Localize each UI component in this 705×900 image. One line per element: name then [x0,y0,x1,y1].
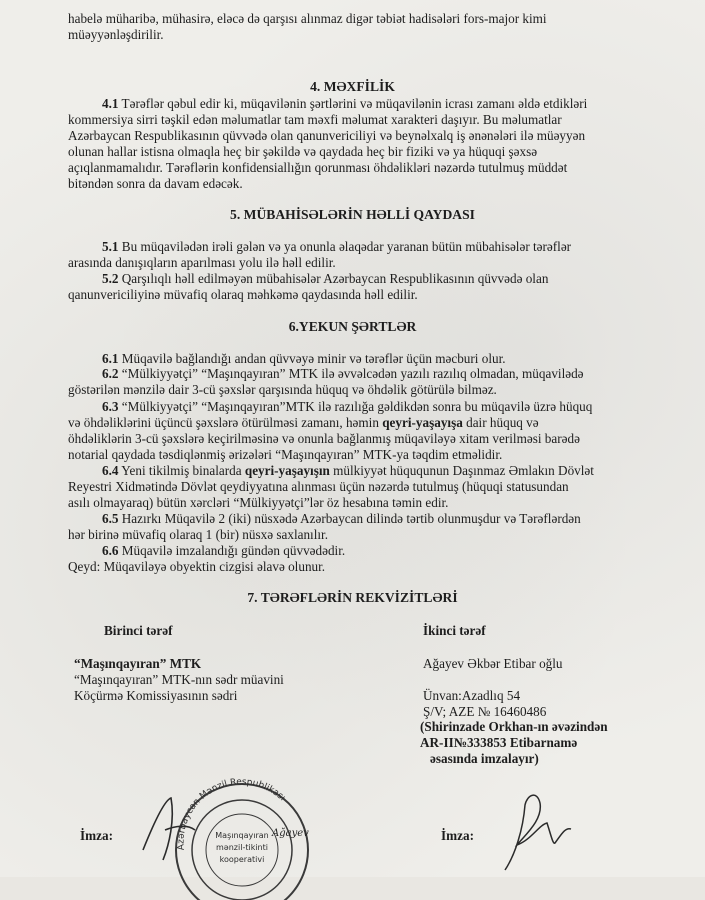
second-party-rep-2: AR-II№333853 Etibarnamə [420,735,578,750]
s6-line-6: öhdəliklərin 3-cü şəxslərə keçirilməsinə və onunla bağlanmış müqaviləyə xitam verilməsi barədə [68,431,580,446]
second-party-name: Ağayev Əkbər Etibar oğlu [423,656,563,671]
clause-text: “Mülkiyyətçi” “Maşınqayıran”MTK ilə razılığa gəldikdən sonra bu müqavilə üzrə hüquq [118,399,593,414]
stamp-ring-text: Azərbaycan Mənzil Respublikası [176,777,287,851]
second-party-address: Ünvan:Azadlıq 54 [423,688,521,703]
s6-para-4 [102,463,594,479]
s5-para-2 [102,271,548,287]
second-party-signature [495,785,585,877]
text-run: Yeni tikilmiş binalarda [118,463,245,478]
clause-text: Tərəflər qəbul edir ki, müqavilənin şərtlərini və müqavilənin icrası zamanı əldə etdikləri [118,96,588,111]
s4-line-4: olunan hallar istisna olmaqla heç bir şəkildə və qaydada heç bir fiziki və ya hüquqi şəxsə [68,144,538,159]
second-party-rep-3: əsasında imzalayır) [430,751,539,766]
s6-note: Qeyd: Müqaviləyə obyektin cizgisi əlavə olunur. [68,559,326,574]
s5-para-1 [102,239,571,255]
second-party-heading: İkinci tərəf [423,623,486,638]
clause-text: Bu müqavilədən irəli gələn və ya onunla əlaqədar yaranan bütün mübahisələr tərəflər [118,239,572,254]
section-5-title: 5. MÜBAHİSƏLƏRİN HƏLLİ QAYDASI [230,207,475,222]
clause-text: Qarşılıqlı həll edilməyən mübahisələr Azərbaycan Respublikasının qüvvədə olan [118,271,549,286]
clause-number: 6.2 [102,366,119,381]
clause-number: 6.5 [102,511,119,526]
s6-para-1 [102,351,506,367]
stamp-inner-1: Maşınqayıran [215,831,269,840]
clause-text: “Mülkiyyətçi” “Maşınqayıran” MTK ilə əvvəlcədən yazılı razılıq olmadan, müqavilədə [118,366,584,381]
second-party-sign-label: İmza: [441,828,474,843]
clause-text: Müqavilə bağlandığı andan qüvvəyə minir və tərəflər üçün məcburi olur. [118,351,506,366]
s6-para-2 [102,366,584,382]
section-7-title: 7. TƏRƏFLƏRİN REKVİZİTLƏRİ [247,590,458,605]
s4-line-5: açıqlanmamalıdır. Tərəflərin konfidensiallığın qorunması öhdəlikləri nəzərdə tutulmuş müddət [68,160,568,175]
first-party-signature [135,790,205,870]
section-4-title: 4. MƏXFİLİK [310,79,395,94]
clause-number: 4.1 [102,96,119,111]
text-run: dair hüquq və [462,415,539,430]
first-party-line-2: Köçürmə Komissiyasının sədri [74,688,238,703]
s6-para-3 [102,399,592,415]
stamp-inner-2: mənzil-tikinti [216,843,268,852]
s4-line-2: kommersiya sirri təşkil edən məlumatlar tam məxfi məlumat xarakteri daşıyır. Bu məlumatlar [68,112,562,127]
section-6-title: 6.YEKUN ŞƏRTLƏR [288,319,417,334]
second-party-id: Ş/V; AZE № 16460486 [423,704,547,719]
stamp-handwritten: Ağayev [272,828,309,839]
clause-number: 6.6 [102,543,119,558]
stamp-inner-3: kooperativi [219,855,265,864]
s6-line-5 [68,415,539,431]
emphasis: qeyri-yaşayışa [382,415,463,430]
clause-number: 5.2 [102,271,119,286]
clause-number: 6.4 [102,463,119,478]
s6-line-9: Reyestri Xidmətində Dövlət qeydiyyatına alınması üçün nəzərdə tutulmuş (hüquqi statusundan [68,479,569,494]
s6-para-5 [102,511,581,527]
s4-para-1 [102,96,587,112]
s6-line-3: göstərilən mənzilə dair 3-cü şəxslər qarşısında hüquq və öhdəlik götürülə bilməz. [68,382,497,397]
clause-number: 6.1 [102,351,119,366]
text-run: və öhdəliklərini üçüncü şəxslərə ötürülməsi zamanı, həmin [68,415,383,430]
text-run: mülkiyyət hüququnun Daşınmaz Əmlakın Dövlət [329,463,594,478]
s6-line-12: hər birinə müvafiq olaraq 1 (bir) nüsxə saxlanılır. [68,527,329,542]
first-party-name: “Maşınqayıran” MTK [74,656,202,671]
s6-line-10: asılı olmayaraq) bütün xərcləri “Mülkiyyətçi”lər öz hesabına təmin edir. [68,495,449,510]
s4-line-6: bitəndən sonra da davam edəcək. [68,176,243,191]
first-party-sign-label: İmza: [80,828,113,843]
second-party-rep-1: (Shirinzade Orkhan-ın əvəzindən [420,719,608,734]
first-party-line-1: “Maşınqayıran” MTK-nın sədr müavini [74,672,284,687]
intro-line-2: müəyyənləşdirilir. [68,27,164,42]
first-party-heading: Birinci tərəf [104,623,173,638]
s6-line-7: notarial qaydada təsdiqlənmiş ərizələri “Maşınqayıran” MTK-ya təqdim etməlidir. [68,447,503,462]
emphasis: qeyri-yaşayışın [244,463,330,478]
s5-line-2: arasında danışıqların aparılması yolu ilə həll edilir. [68,255,336,270]
s5-line-4: qanunvericiliyinə müvafiq olaraq məhkəmə qaydasında həll edilir. [68,287,418,302]
s4-line-3: Azərbaycan Respublikasının qüvvədə olan qanunvericiliyi və beynəlxalq iş ənənələri ilə müəyyən [68,128,586,143]
s6-para-6 [102,543,345,559]
clause-number: 6.3 [102,399,119,414]
clause-number: 5.1 [102,239,119,254]
clause-text: Müqavilə imzalandığı gündən qüvvədədir. [118,543,346,558]
clause-text: Hazırkı Müqavilə 2 (iki) nüsxədə Azərbaycan dilində tərtib olunmuşdur və Tərəflərdən [118,511,581,526]
intro-line-1: habelə müharibə, mühasirə, eləcə də qarşısı alınmaz digər təbiət hadisələri fors-major kimi [68,11,547,26]
